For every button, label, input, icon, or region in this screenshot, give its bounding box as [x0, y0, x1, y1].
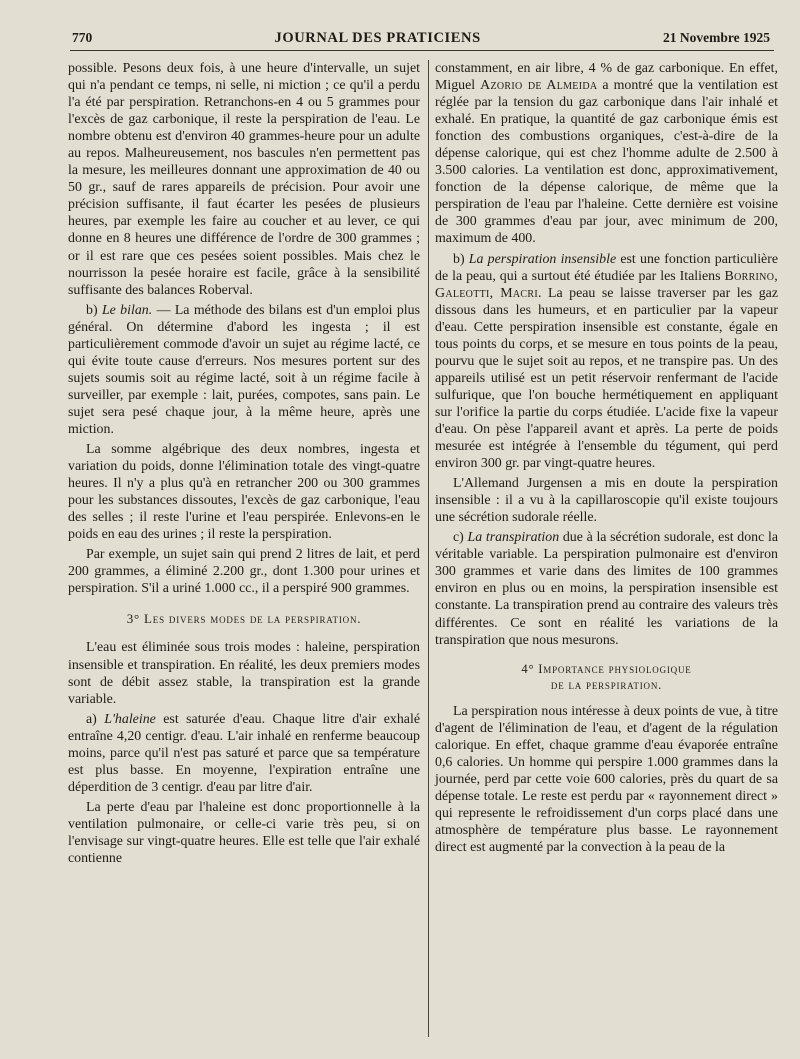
paragraph: L'eau est éliminée sous trois modes : haleine, perspiration insensible et transpiration. En réalité, les deux premiers modes sont de débit assez stable, la transpiration est la grande variable.	[68, 640, 420, 707]
item-label: b)	[86, 302, 102, 318]
paragraph-transpiration	[435, 529, 778, 648]
text-run: constamment, en air libre, 4 % de gaz carbonique. En effet, Miguel	[435, 61, 778, 94]
item-label: a)	[86, 711, 105, 727]
section-heading: 3° Les divers modes de la perspiration.	[126, 611, 362, 627]
author-names: Borrino, Galeotti, Macri	[435, 268, 778, 301]
paragraph-bilan	[68, 302, 420, 438]
item-label: b)	[453, 251, 469, 267]
right-column	[435, 60, 778, 856]
item-text: — La méthode des bilans est d'un emploi plus général. On détermine d'abord les ingesta ; il est particulièrement commode d'avoir un sujet au régime lacté, ce qui évite toute cause d'erreurs. Nos mesures portent sur des sujets soumis soit au régime lacté, soit à un régime facile à surveiller, par exemple : lait, purées, compotes, sans pain. Le sujet sera pesé chaque jour, à la même heure, après une miction.	[68, 302, 421, 437]
text-run: . La peau se laisse traverser par les gaz dissous dans les humeurs, et en particulier par la vapeur d'eau. Cette perspiration insensible est constante, égale en tous points du corps, et se mesure en tous points de la peau, pourvu que le sujet soit au repos, et ne transpire pas. Un des appareils utilisé est un petit réservoir renfermant de l'acide sulfurique, que l'on bouche hermétiquement en appliquant sur l'orifice la partie du corps étudiée. L'acide fixe la vapeur d'eau. On pèse l'appareil avant et après. La perte de poids mesurée est intégrée à l'ensemble du tégument, qui perd environ 300 gr. par vingt-quatre heures.	[435, 285, 778, 472]
author-name: Azorio de Almeida	[480, 78, 598, 94]
left-column	[68, 60, 420, 867]
paragraph: Par exemple, un sujet sain qui prend 2 litres de lait, et perd 200 grammes, a éliminé 2.200 gr., dont 1.300 pour urines et perspiration. S'il a uriné 1.000 cc., il a perspiré 900 grammes.	[68, 547, 420, 597]
paragraph: possible. Pesons deux fois, à une heure d'intervalle, un sujet qui n'a pendant ce temps, ni selle, ni miction ; ce qu'il a perdu l'a été par perspiration. Retranchons-en 4 ou 5 grammes pour l'excès de gaz carbonique, il reste la perspiration de l'eau. Le nombre obtenu est d'environ 40 grammes-heure pour un adulte au repos. Malheureusement, nos bascules n'en permettent pas la mesure, les meilleures donnant une approximation de 40 ou 50 gr., sauf de rares appareils de précision. Pour avoir une précision suffisante, il faut écarter les pesées de plusieurs heures, par exemple les faire au coucher et au lever, ce qui donne en 8 heures une différence de l'ordre de 300 grammes ; or il est rare que ces pesées soient possibles. Mais chez le nourrisson la pesée horaire est facile, grâce à la sensibilité suffisante des balances Roberval.	[68, 61, 420, 298]
journal-title: JOURNAL DES PRATICIENS	[274, 29, 481, 46]
item-text: est saturée d'eau. Chaque litre d'air exhalé entraîne 4,20 centigr. d'eau. L'air inhalé en renferme beaucoup moins, parce qu'il n'est pas saturé et parce que sa température est plus basse. En moyenne, l'expiration entraîne une déperdition de 3 centigr. d'eau par litre d'air.	[68, 711, 420, 795]
paragraph-haleine	[68, 711, 420, 796]
column-divider	[428, 60, 429, 1037]
text-run: a montré que la ventilation est réglée par la tension du gaz carbonique dans l'air inhalé et exhalé. En pratique, la quantité de gaz carbonique émis est fonction des combustions organiques, c'est-à-dire de la dépense calorique, qui est chez l'homme adulte de 2.500 à 3.500 calories. La ventilation est donc, approximativement, fonction de la dépense calorique, de même que la perspiration de l'eau par l'haleine. Cette dernière est voisine de 300 grammes d'eau par jour, avec minimum de 200, maximum de 400.	[435, 78, 778, 247]
item-title: L'haleine	[104, 711, 156, 727]
section-heading	[435, 661, 778, 693]
header-rule	[70, 50, 774, 51]
item-title: La perspiration insensible	[468, 251, 617, 267]
page-number: 770	[72, 30, 93, 45]
issue-date: 21 Novembre 1925	[663, 30, 770, 45]
paragraph: La somme algébrique des deux nombres, ingesta et variation du poids, donne l'élimination totale des vingt-quatre heures. Il n'y a plus qu'à en retrancher 200 ou 300 grammes pour les substances dissoutes, l'excès de gaz carbonique, l'eau des selles ; il reste l'urine et l'eau perspirée. Enlevons-en le poids en eau des urines ; il reste la perspiration.	[68, 442, 420, 543]
paragraph	[435, 60, 778, 248]
paragraph: L'Allemand Jurgensen a mis en doute la perspiration insensible : il a vu à la capillaroscopie qu'il existe toujours une sécrétion sudorale réelle.	[435, 476, 778, 526]
heading-line: 4° Importance physiologique	[521, 661, 692, 676]
paragraph: La perte d'eau par l'haleine est donc proportionnelle à la ventilation pulmonaire, or celle-ci varie très peu, si on l'envisage sur vingt-quatre heures. Elle est telle que l'air exhalé contienne	[68, 799, 420, 867]
text-run: est une fonction particulière de la peau, qui a surtout été étudiée par les Italiens	[435, 251, 779, 284]
item-text: due à la sécrétion sudorale, est donc la véritable variable. La perspiration pulmonaire est d'environ 300 grammes et varie dans des limites de 100 grammes environ en plus ou en moins, la perspiration insensible est constante. La transpiration prend au contraire des valeurs très différentes. Ce sont en réalité les variations de la transpiration que nous mesurons.	[435, 530, 778, 648]
item-title: La transpiration	[467, 530, 560, 546]
item-label: c)	[453, 530, 468, 546]
item-title: Le bilan.	[101, 302, 153, 318]
paragraph: La perspiration nous intéresse à deux points de vue, à titre d'agent de l'élimination de l'eau, et d'agent de la régulation calorique. En effet, chaque gramme d'eau évaporée entraîne 0,6 calories. Un homme qui perspire 1.000 grammes dans la journée, perd par cette voie 600 calories, près du quart de sa dépense totale. Le reste est perdu par « rayonnement direct » qui represente le refroidissement d'un corps placé dans une atmosphère de température plus basse. Le rayonnement direct est augmenté par la convection à la peau de la	[435, 703, 778, 855]
paragraph-perspiration-insensible	[435, 251, 778, 473]
heading-line: de la perspiration.	[550, 677, 663, 692]
page-header	[72, 28, 770, 48]
